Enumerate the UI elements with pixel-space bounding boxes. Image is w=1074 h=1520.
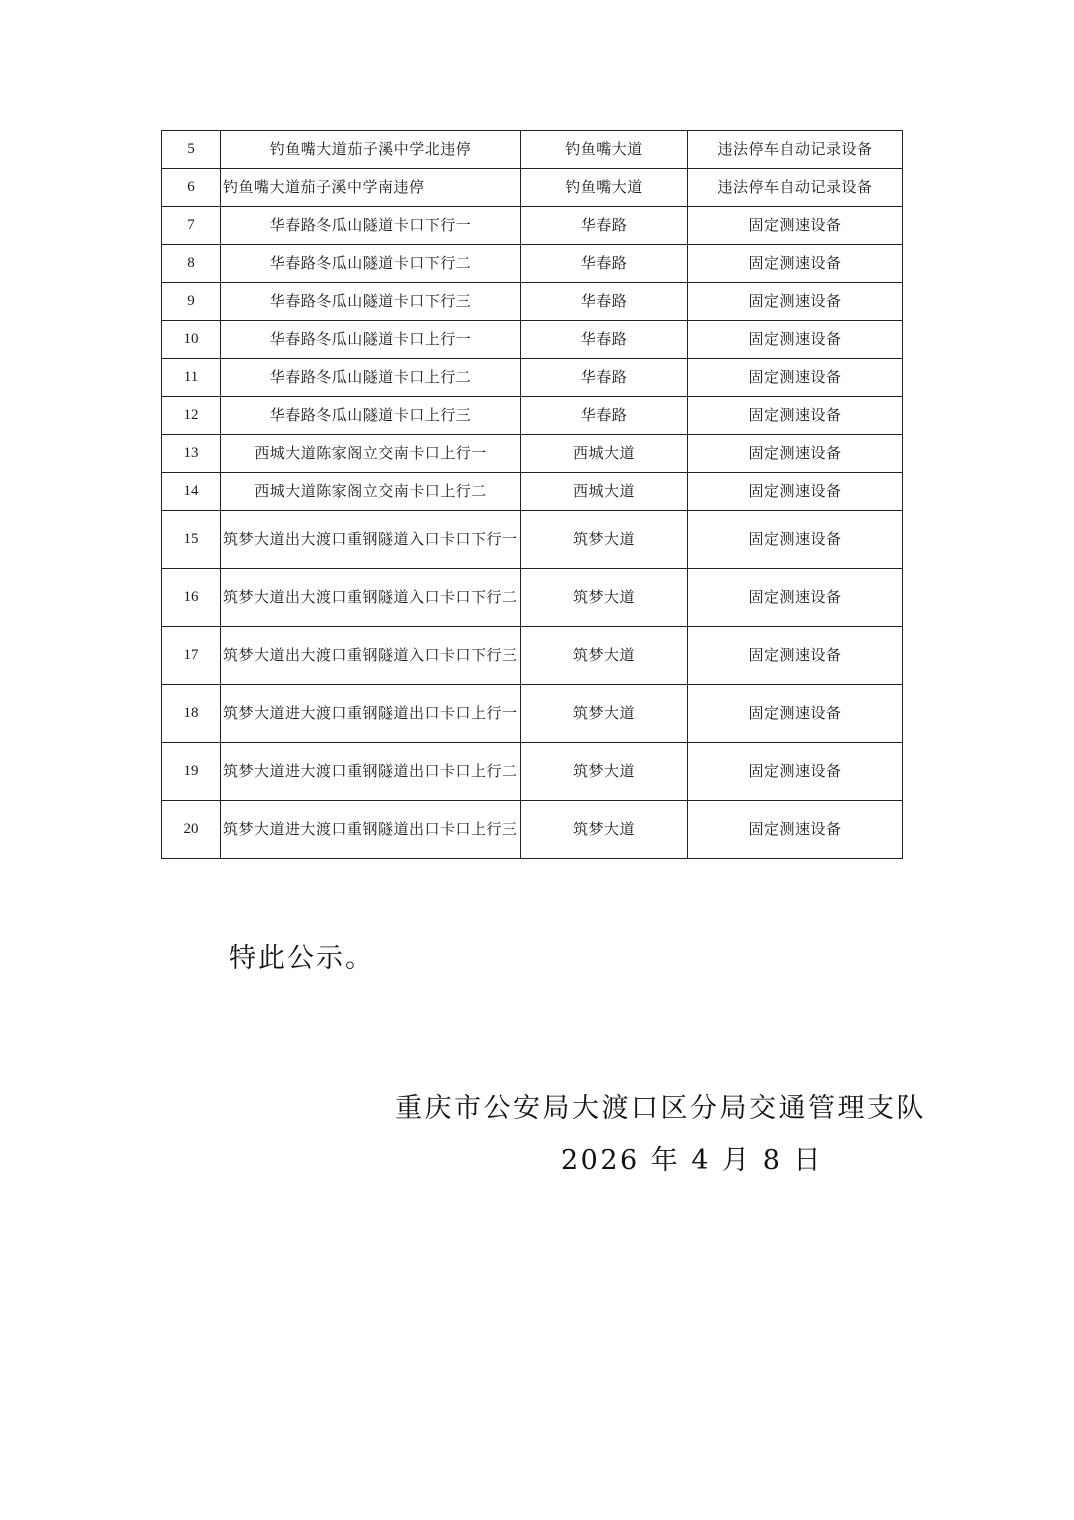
row-number: 6 (162, 169, 221, 207)
road-name: 钓鱼嘴大道 (521, 169, 688, 207)
device-location: 华春路冬瓜山隧道卡口下行三 (221, 283, 521, 321)
road-name: 筑梦大道 (521, 569, 688, 627)
row-number: 18 (162, 685, 221, 743)
row-number: 9 (162, 283, 221, 321)
road-name: 钓鱼嘴大道 (521, 131, 688, 169)
road-name: 西城大道 (521, 473, 688, 511)
row-number: 8 (162, 245, 221, 283)
device-location: 华春路冬瓜山隧道卡口上行一 (221, 321, 521, 359)
road-name: 华春路 (521, 321, 688, 359)
row-number: 17 (162, 627, 221, 685)
device-type: 固定测速设备 (688, 245, 903, 283)
device-location: 筑梦大道出大渡口重钢隧道入口卡口下行二 (221, 569, 521, 627)
device-type: 固定测速设备 (688, 359, 903, 397)
road-name: 筑梦大道 (521, 743, 688, 801)
notice-text: 特此公示。 (229, 943, 374, 974)
road-name: 华春路 (521, 245, 688, 283)
device-type: 固定测速设备 (688, 511, 903, 569)
device-location: 筑梦大道出大渡口重钢隧道入口卡口下行一 (221, 511, 521, 569)
device-location: 钓鱼嘴大道茄子溪中学北违停 (221, 131, 521, 169)
table-row (162, 569, 903, 627)
device-type: 固定测速设备 (688, 801, 903, 859)
device-location: 钓鱼嘴大道茄子溪中学南违停 (221, 169, 521, 207)
device-type: 固定测速设备 (688, 397, 903, 435)
road-name: 筑梦大道 (521, 627, 688, 685)
device-type: 固定测速设备 (688, 743, 903, 801)
road-name: 华春路 (521, 359, 688, 397)
device-type: 固定测速设备 (688, 435, 903, 473)
table-row (162, 685, 903, 743)
row-number: 10 (162, 321, 221, 359)
table-row (162, 435, 903, 473)
row-number: 14 (162, 473, 221, 511)
table-row (162, 397, 903, 435)
row-number: 13 (162, 435, 221, 473)
device-type: 违法停车自动记录设备 (688, 131, 903, 169)
device-type: 固定测速设备 (688, 283, 903, 321)
device-location: 筑梦大道进大渡口重钢隧道出口卡口上行一 (221, 685, 521, 743)
device-location: 华春路冬瓜山隧道卡口下行一 (221, 207, 521, 245)
road-name: 华春路 (521, 397, 688, 435)
device-type: 固定测速设备 (688, 207, 903, 245)
road-name: 华春路 (521, 283, 688, 321)
device-table (161, 130, 903, 859)
road-name: 西城大道 (521, 435, 688, 473)
row-number: 7 (162, 207, 221, 245)
row-number: 12 (162, 397, 221, 435)
device-location: 筑梦大道进大渡口重钢隧道出口卡口上行三 (221, 801, 521, 859)
device-location: 华春路冬瓜山隧道卡口下行二 (221, 245, 521, 283)
table-row (162, 169, 903, 207)
table-row (162, 801, 903, 859)
table-row (162, 359, 903, 397)
device-location: 西城大道陈家阁立交南卡口上行一 (221, 435, 521, 473)
table-row (162, 743, 903, 801)
row-number: 15 (162, 511, 221, 569)
road-name: 筑梦大道 (521, 801, 688, 859)
row-number: 11 (162, 359, 221, 397)
road-name: 筑梦大道 (521, 685, 688, 743)
road-name: 筑梦大道 (521, 511, 688, 569)
device-type: 固定测速设备 (688, 627, 903, 685)
device-type: 固定测速设备 (688, 685, 903, 743)
device-location: 筑梦大道出大渡口重钢隧道入口卡口下行三 (221, 627, 521, 685)
row-number: 19 (162, 743, 221, 801)
device-type: 固定测速设备 (688, 473, 903, 511)
device-location: 华春路冬瓜山隧道卡口上行三 (221, 397, 521, 435)
row-number: 16 (162, 569, 221, 627)
table-row (162, 321, 903, 359)
device-type: 固定测速设备 (688, 569, 903, 627)
table-row (162, 131, 903, 169)
table-row (162, 473, 903, 511)
table-row (162, 511, 903, 569)
row-number: 20 (162, 801, 221, 859)
road-name: 华春路 (521, 207, 688, 245)
device-type: 违法停车自动记录设备 (688, 169, 903, 207)
table-row (162, 245, 903, 283)
device-type: 固定测速设备 (688, 321, 903, 359)
device-location: 筑梦大道进大渡口重钢隧道出口卡口上行二 (221, 743, 521, 801)
device-location: 西城大道陈家阁立交南卡口上行二 (221, 473, 521, 511)
device-location: 华春路冬瓜山隧道卡口上行二 (221, 359, 521, 397)
row-number: 5 (162, 131, 221, 169)
signature-organization: 重庆市公安局大渡口区分局交通管理支队 (395, 1093, 926, 1124)
table-row (162, 627, 903, 685)
signature-date: 2026 年 4 月 8 日 (561, 1145, 823, 1176)
table-row (162, 283, 903, 321)
table-row (162, 207, 903, 245)
